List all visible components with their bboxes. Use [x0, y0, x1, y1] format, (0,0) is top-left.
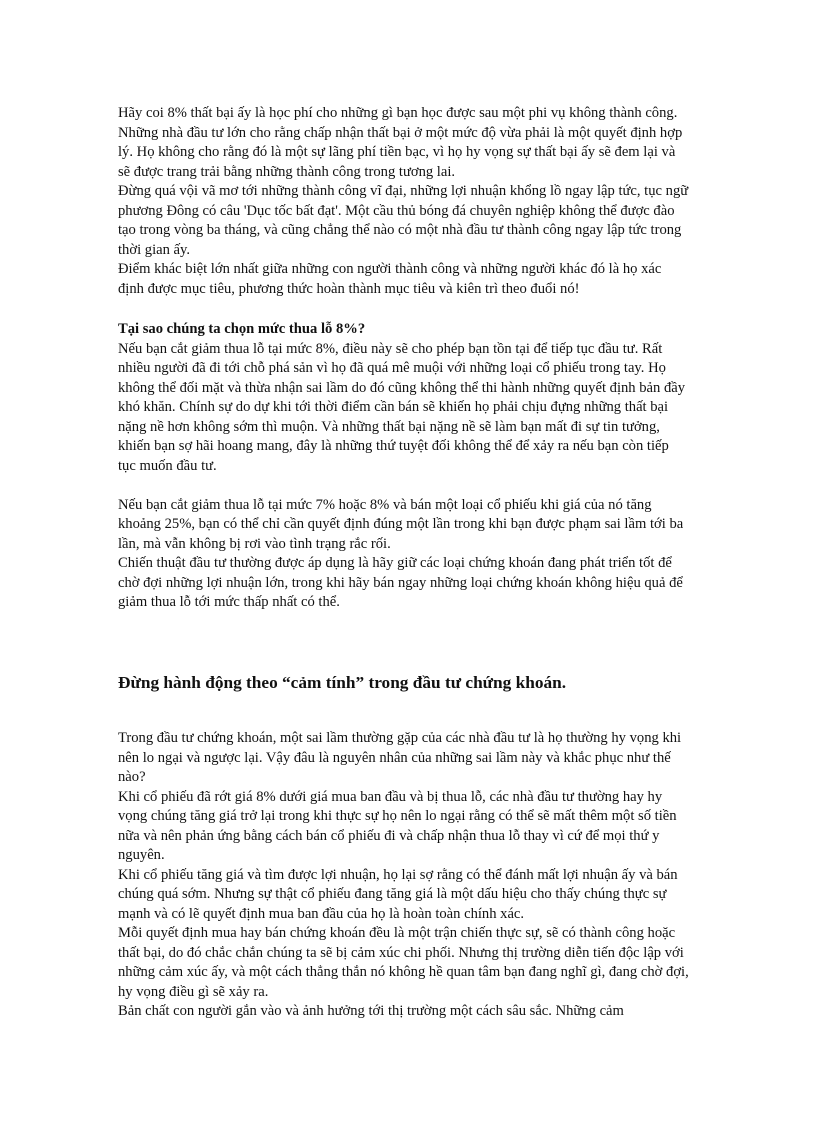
- why-heading: Tại sao chúng ta chọn mức thua lỗ 8%?: [118, 321, 366, 337]
- intro-paragraph-1: Hãy coi 8% thất bại ấy là học phí cho những gì bạn học được sau một phi vụ không thành công. Những nhà đầu tư lớn cho rằng chấp nhận thất bại ở một mức độ vừa phải là một quyết định hợp lý. Họ không cho rằng đó là một sự lãng phí tiền bạc, vì họ hy vọng sự thất bại ấy sẽ đem lại và sẽ được trang trải bằng những thành công trong tương lai.: [118, 105, 683, 180]
- section-paragraph-4: Mỗi quyết định mua hay bán chứng khoán đều là một trận chiến thực sự, sẽ có thành công hoặc thất bại, do đó chắc chắn chúng ta sẽ bị cảm xúc chi phối. Nhưng thị trường diễn tiến độc lập với những cảm xúc ấy, và một cách thẳng thắn nó không hề quan tâm bạn đang nghĩ gì, đang chờ đợi, hy vọng điều gì sẽ xảy ra.: [118, 925, 689, 1000]
- section-paragraph-5: Bản chất con người gắn vào và ảnh hưởng tới thị trường một cách sâu sắc. Những cảm: [118, 1003, 624, 1019]
- why-paragraph-1: Nếu bạn cắt giảm thua lỗ tại mức 8%, điều này sẽ cho phép bạn tồn tại để tiếp tục đầu tư. Rất nhiều người đã đi tới chỗ phá sản vì họ đã quá mê muội với những loại cổ phiếu trong tay. Họ không thể đối mặt và thừa nhận sai lầm do đó cũng không thể thi hành những quyết định bản đầy khó khăn. Chính sự do dự khi tới thời điểm cần bán sẽ khiến họ phải chịu đựng những thất bại nặng nề hơn không sớm thì muộn. Và những thất bại nặng nề sẽ làm bạn mất đi sự tin tưởng, khiến bạn sợ hãi hoang mang, đây là những thứ tuyệt đối không thể để xảy ra nếu bạn còn tiếp tục muốn đầu tư.: [118, 340, 686, 474]
- why-paragraph-2: Nếu bạn cắt giảm thua lỗ tại mức 7% hoặc 8% và bán một loại cổ phiếu khi giá của nó tăng khoảng 25%, bạn có thể chỉ cần quyết định đúng một lần trong khi bạn được phạm sai lầm tới ba lần, mà vẫn không bị rơi vào tình trạng rắc rối.: [118, 496, 684, 552]
- section-block: [118, 729, 690, 1022]
- why-paragraph-3: Chiến thuật đầu tư thường được áp dụng là hãy giữ các loại chứng khoán đang phát triển tốt để chờ đợi những lợi nhuận lớn, trong khi hãy bán ngay những loại chứng khoán không hiệu quả để giảm thua lỗ tới mức thấp nhất có thể.: [118, 555, 683, 610]
- intro-block: [118, 104, 690, 299]
- intro-paragraph-3: Điểm khác biệt lớn nhất giữa những con người thành công và những người khác đó là họ xác định được mục tiêu, phương thức hoàn thành mục tiêu và kiên trì theo đuổi nó!: [118, 261, 662, 297]
- section-paragraph-1: Trong đầu tư chứng khoán, một sai lầm thường gặp của các nhà đầu tư là họ thường hy vọng khi nên lo ngại và ngược lại. Vậy đâu là nguyên nhân của những sai lầm này và khắc phục như thế nào?: [118, 730, 682, 785]
- section-paragraph-2: Khi cổ phiếu đã rớt giá 8% dưới giá mua ban đầu và bị thua lỗ, các nhà đầu tư thường hay hy vọng chúng tăng giá trở lại trong khi thực sự họ nên lo ngại rằng có thể sẽ mất thêm một số tiền nữa và nên phản ứng bằng cách bán cổ phiếu đi và chấp nhận thua lỗ thay vì cứ để mọi thứ y nguyên.: [118, 788, 677, 863]
- intro-paragraph-2: Đừng quá vội vã mơ tới những thành công vĩ đại, những lợi nhuận khổng lồ ngay lập tức, tục ngữ phương Đông có câu 'Dục tốc bất đạt'. Một cầu thủ bóng đá chuyên nghiệp không thể được đào tạo trong vòng ba tháng, và cũng chẳng thể nào có một nhà đầu tư thành công ngay lập tức trong thời gian ấy.: [118, 183, 689, 258]
- section-title: Đừng hành động theo “cảm tính” trong đầu tư chứng khoán.: [118, 673, 567, 692]
- why-block: [118, 320, 690, 613]
- section-paragraph-3: Khi cổ phiếu tăng giá và tìm được lợi nhuận, họ lại sợ rằng có thể đánh mất lợi nhuận ấy và bán chúng quá sớm. Nhưng sự thật cổ phiếu đang tăng giá là một dấu hiệu cho thấy chúng thực sự mạnh và có lẽ quyết định mua ban đầu của họ là hoàn toàn chính xác.: [118, 866, 678, 922]
